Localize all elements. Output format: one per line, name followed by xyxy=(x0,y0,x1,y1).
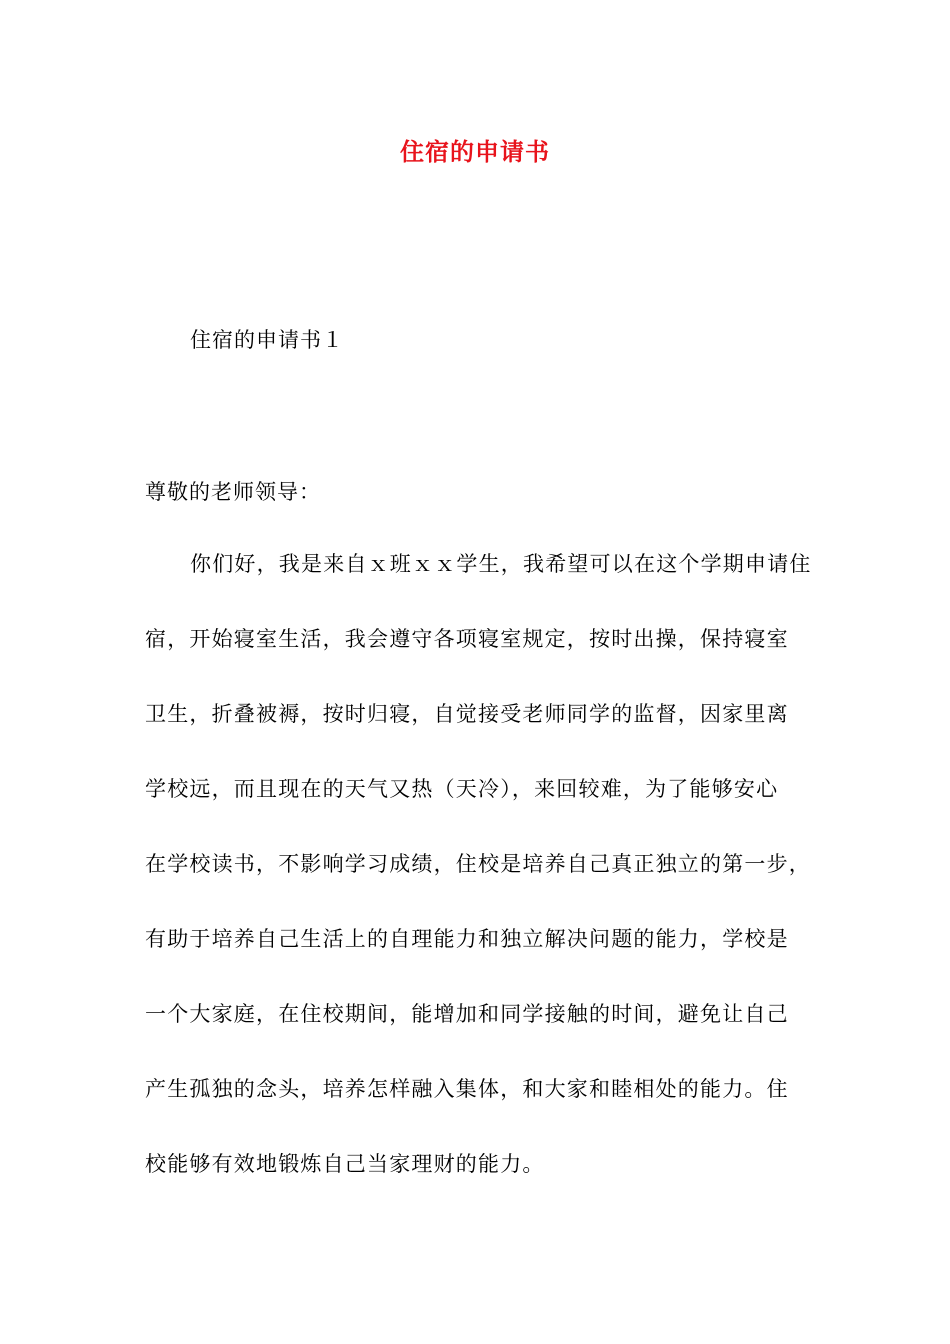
salutation: 尊敬的老师领导： xyxy=(145,480,321,504)
body-line: 有助于培养自己生活上的自理能力和独立解决问题的能力，学校是 xyxy=(145,927,789,951)
body-line: 校能够有效地锻炼自己当家理财的能力。 xyxy=(145,1152,545,1176)
section-heading: 住宿的申请书１ xyxy=(190,328,344,352)
body-line: 产生孤独的念头，培养怎样融入集体，和大家和睦相处的能力。住 xyxy=(145,1077,789,1101)
body-paragraph xyxy=(145,548,835,1223)
body-line: 在学校读书，不影响学习成绩，住校是培养自己真正独立的第一步， xyxy=(145,852,811,876)
body-line: 你们好，我是来自ｘ班ｘｘ学生，我希望可以在这个学期申请住 xyxy=(190,552,812,576)
body-line: 卫生，折叠被褥，按时归寝，自觉接受老师同学的监督，因家里离 xyxy=(145,702,789,726)
body-line: 一个大家庭，在住校期间，能增加和同学接触的时间，避免让自己 xyxy=(145,1002,789,1026)
body-line: 学校远，而且现在的天气又热（天冷），来回较难，为了能够安心 xyxy=(145,777,779,801)
document-title: 住宿的申请书 xyxy=(400,138,550,166)
body-line: 宿，开始寝室生活，我会遵守各项寝室规定，按时出操，保持寝室 xyxy=(145,627,789,651)
